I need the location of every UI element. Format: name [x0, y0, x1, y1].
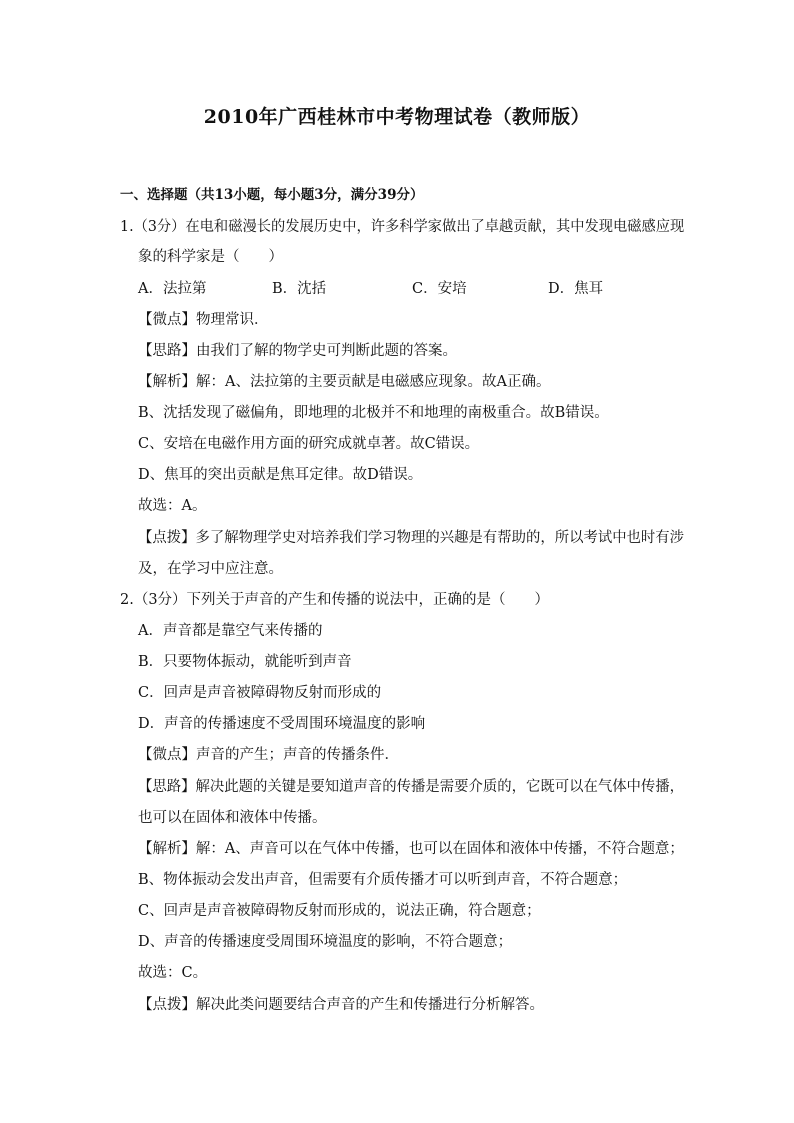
- q1-tip-line-2: 及，在学习中应注意。: [138, 561, 283, 577]
- q2-analysis-4: D、声音的传播速度受周围环境温度的影响，不符合题意；: [138, 934, 513, 950]
- section-heading: 一、选择题（共13小题，每小题3分，满分39分）: [120, 187, 424, 203]
- q2-analysis-1: 【解析】解：A、声音可以在气体中传播，也可以在固体和液体中传播，不符合题意；: [138, 841, 684, 857]
- q2-analysis-3: C、回声是声音被障碍物反射而形成的，说法正确，符合题意；: [138, 903, 541, 919]
- q1-option-b: B．沈括: [272, 281, 327, 297]
- q1-analysis-1: 【解析】解：A、法拉第的主要贡献是电磁感应现象。故A正确。: [138, 374, 551, 390]
- q2-option-d: D．声音的传播速度不受周围环境温度的影响: [138, 716, 426, 732]
- q1-analysis-2: B、沈括发现了磁偏角，即地理的北极并不和地理的南极重合。故B错误。: [138, 405, 609, 421]
- q1-option-c: C．安培: [412, 281, 467, 297]
- q1-tip-line-1: 【点拨】多了解物理学史对培养我们学习物理的兴趣是有帮助的，所以考试中也时有涉: [138, 530, 685, 546]
- q2-tip: 【点拨】解决此类问题要结合声音的产生和传播进行分析解答。: [138, 997, 544, 1013]
- q1-idea: 【思路】由我们了解的物学史可判断此题的答案。: [138, 343, 457, 359]
- q1-analysis-4: D、焦耳的突出贡献是焦耳定律。故D错误。: [138, 467, 423, 483]
- q2-answer: 故选：C。: [138, 965, 208, 981]
- q1-stem-line-1: 1.（3分）在电和磁漫长的发展历史中，许多科学家做出了卓越贡献，其中发现电磁感应现: [120, 219, 685, 235]
- page-title: 2010年广西桂林市中考物理试卷（教师版）: [203, 106, 591, 128]
- q1-point: 【微点】物理常识．: [138, 312, 269, 328]
- q2-option-a: A．声音都是靠空气来传播的: [138, 623, 323, 639]
- q2-option-c: C．回声是声音被障碍物反射而形成的: [138, 685, 382, 701]
- q1-option-d: D．焦耳: [548, 281, 604, 297]
- q1-stem-line-2: 象的科学家是（ ）: [138, 249, 283, 265]
- q1-answer: 故选：A。: [138, 498, 207, 514]
- q2-option-b: B．只要物体振动，就能听到声音: [138, 654, 352, 670]
- q2-idea-line-1: 【思路】解决此题的关键是要知道声音的传播是需要介质的，它既可以在气体中传播，: [138, 779, 685, 795]
- q1-analysis-3: C、安培在电磁作用方面的研究成就卓著。故C错误。: [138, 436, 480, 452]
- q2-point: 【微点】声音的产生；声音的传播条件．: [138, 747, 399, 763]
- q2-idea-line-2: 也可以在固体和液体中传播。: [138, 810, 327, 826]
- q1-option-a: A．法拉第: [138, 281, 207, 297]
- q2-analysis-2: B、物体振动会发出声音，但需要有介质传播才可以听到声音，不符合题意；: [138, 872, 628, 888]
- q2-stem: 2.（3分）下列关于声音的产生和传播的说法中，正确的是（ ）: [120, 592, 550, 608]
